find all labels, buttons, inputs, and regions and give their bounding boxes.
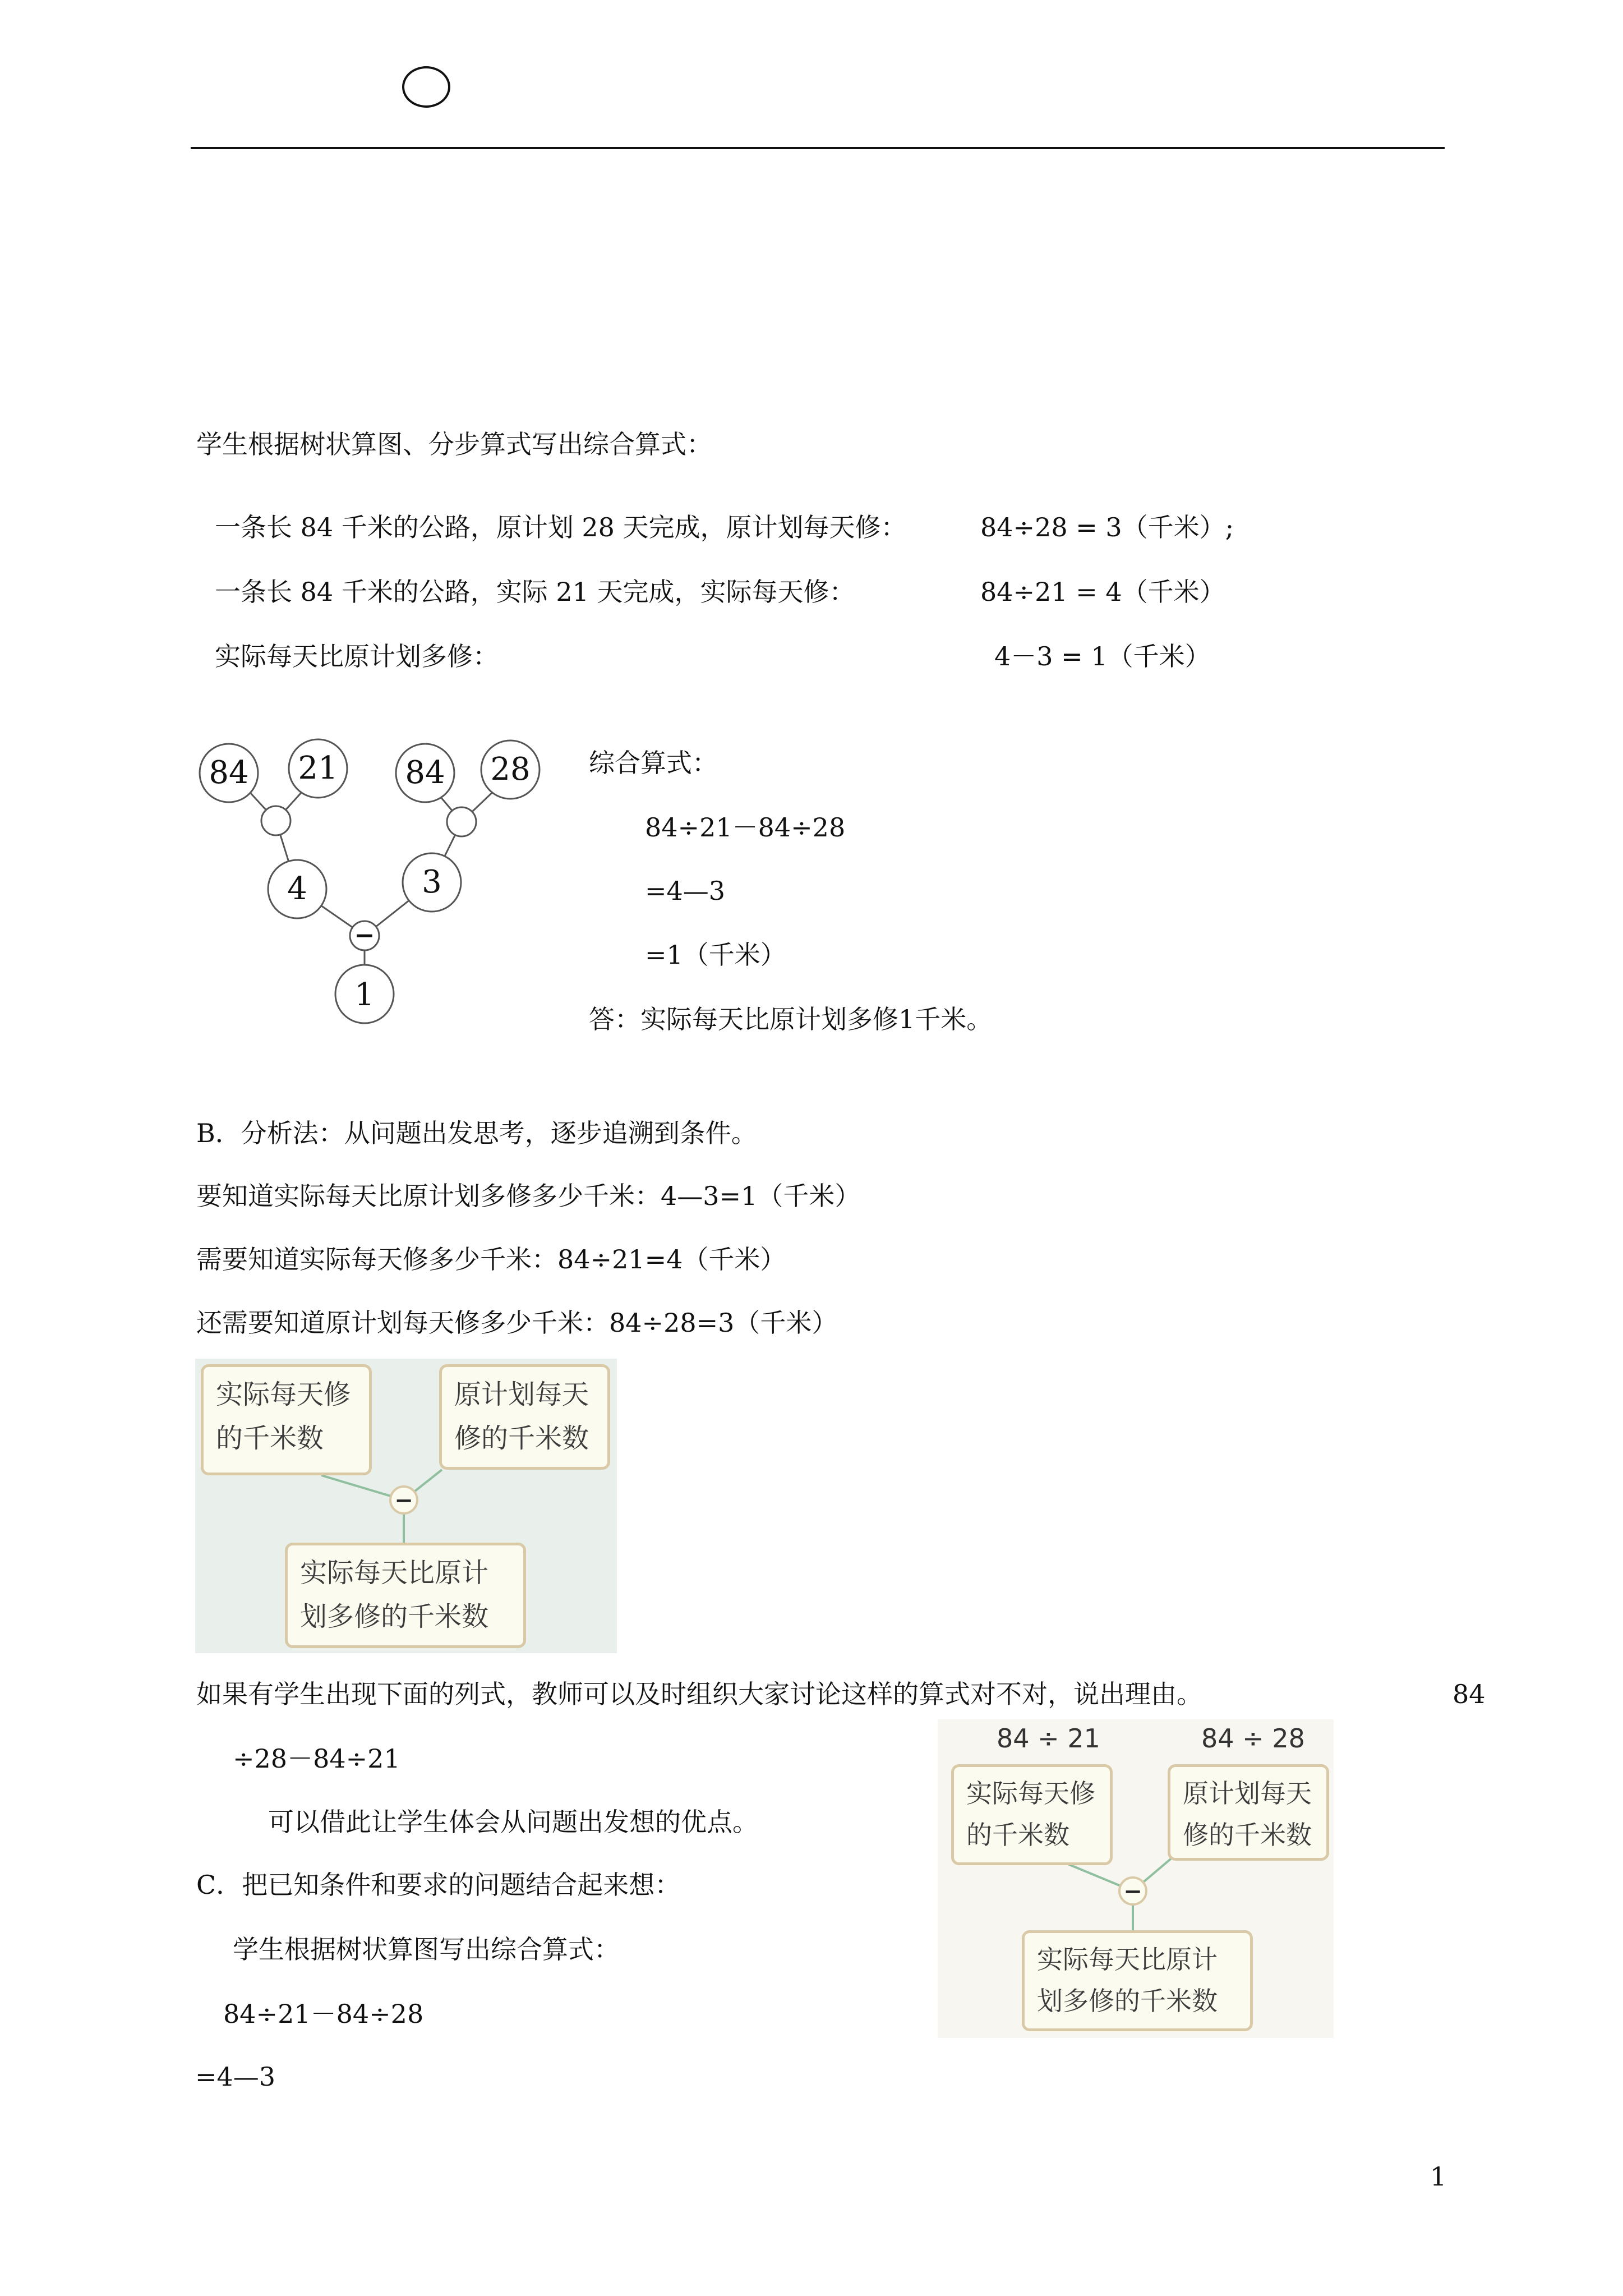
step-3-formula: 4－3 = 1（千米） [994,641,1211,671]
figure2-right-label: 84 ÷ 28 [1201,1723,1305,1754]
combined-line-1: 84÷21－84÷28 [645,812,846,843]
method-b-line-3: 还需要知道原计划每天修多少千米：84÷28=3（千米） [196,1308,838,1338]
figure2-right-box: 原计划每天修的千米数 [1168,1764,1329,1861]
step-2-formula: 84÷21 = 4（千米） [980,577,1225,607]
header-circle [402,66,450,108]
step-1-formula: 84÷28 = 3（千米）; [980,512,1234,542]
figure1-minus-op: − [394,1487,413,1513]
tree-diagram [191,729,561,1043]
figure1-left-box: 实际每天修的千米数 [201,1364,372,1475]
step-2-text: 一条长 84 千米的公路，实际 21 天完成，实际每天修： [215,577,855,607]
method-b-line-1: 要知道实际每天比原计划多修多少千米：4—3=1（千米） [196,1181,861,1211]
discussion-line-3: 可以借此让学生体会从问题出发想的优点。 [268,1807,758,1837]
figure1-bottom-box: 实际每天比原计划多修的千米数 [285,1543,526,1648]
tree-leaf-2: 21 [298,750,338,786]
tree-leaf-3: 84 [405,754,445,791]
combined-line-2: =4—3 [645,876,726,906]
figure2-left-box: 实际每天修的千米数 [951,1764,1113,1865]
tree-minus-op: − [354,921,375,950]
tree-leaf-4: 28 [490,751,531,788]
step-3-text: 实际每天比原计划多修： [215,641,499,671]
combined-label: 综合算式： [589,748,718,778]
discussion-line-1: 如果有学生出现下面的列式，教师可以及时组织大家讨论这样的算式对不对，说出理由。 [196,1679,1202,1709]
tree-result: 1 [354,977,375,1013]
step-1-text: 一条长 84 千米的公路，原计划 28 天完成，原计划每天修： [215,512,907,542]
page-number: 1 [1430,2161,1447,2192]
method-b-heading: B．分析法：从问题出发思考，逐步追溯到条件。 [196,1118,757,1148]
analysis-figure-1 [195,1359,617,1653]
method-c-heading: C．把已知条件和要求的问题结合起来想： [196,1870,681,1900]
intro-text: 学生根据树状算图、分步算式写出综合算式： [196,429,712,459]
method-c-line-1: 学生根据树状算图写出综合算式： [233,1934,620,1964]
figure2-bottom-box: 实际每天比原计划多修的千米数 [1022,1930,1253,2031]
method-b-line-2: 需要知道实际每天修多少千米：84÷21=4（千米） [196,1244,786,1274]
analysis-figure-2 [938,1719,1334,2038]
discussion-line-2: ÷28－84÷21 [233,1743,400,1774]
tree-mid-left: 4 [287,871,307,907]
method-c-line-2: 84÷21－84÷28 [223,1999,424,2029]
combined-line-3: =1（千米） [645,940,786,970]
combined-answer: 答：实际每天比原计划多修1千米。 [589,1004,993,1034]
figure2-left-label: 84 ÷ 21 [997,1723,1100,1754]
tree-mid-right: 3 [422,864,442,900]
figure2-minus-op: − [1123,1878,1142,1904]
figure1-right-box: 原计划每天修的千米数 [439,1364,610,1470]
discussion-line-1-tail: 84 [1453,1679,1486,1709]
header-rule [191,147,1445,149]
method-c-line-3: =4—3 [195,2062,276,2092]
tree-leaf-1: 84 [209,754,249,791]
